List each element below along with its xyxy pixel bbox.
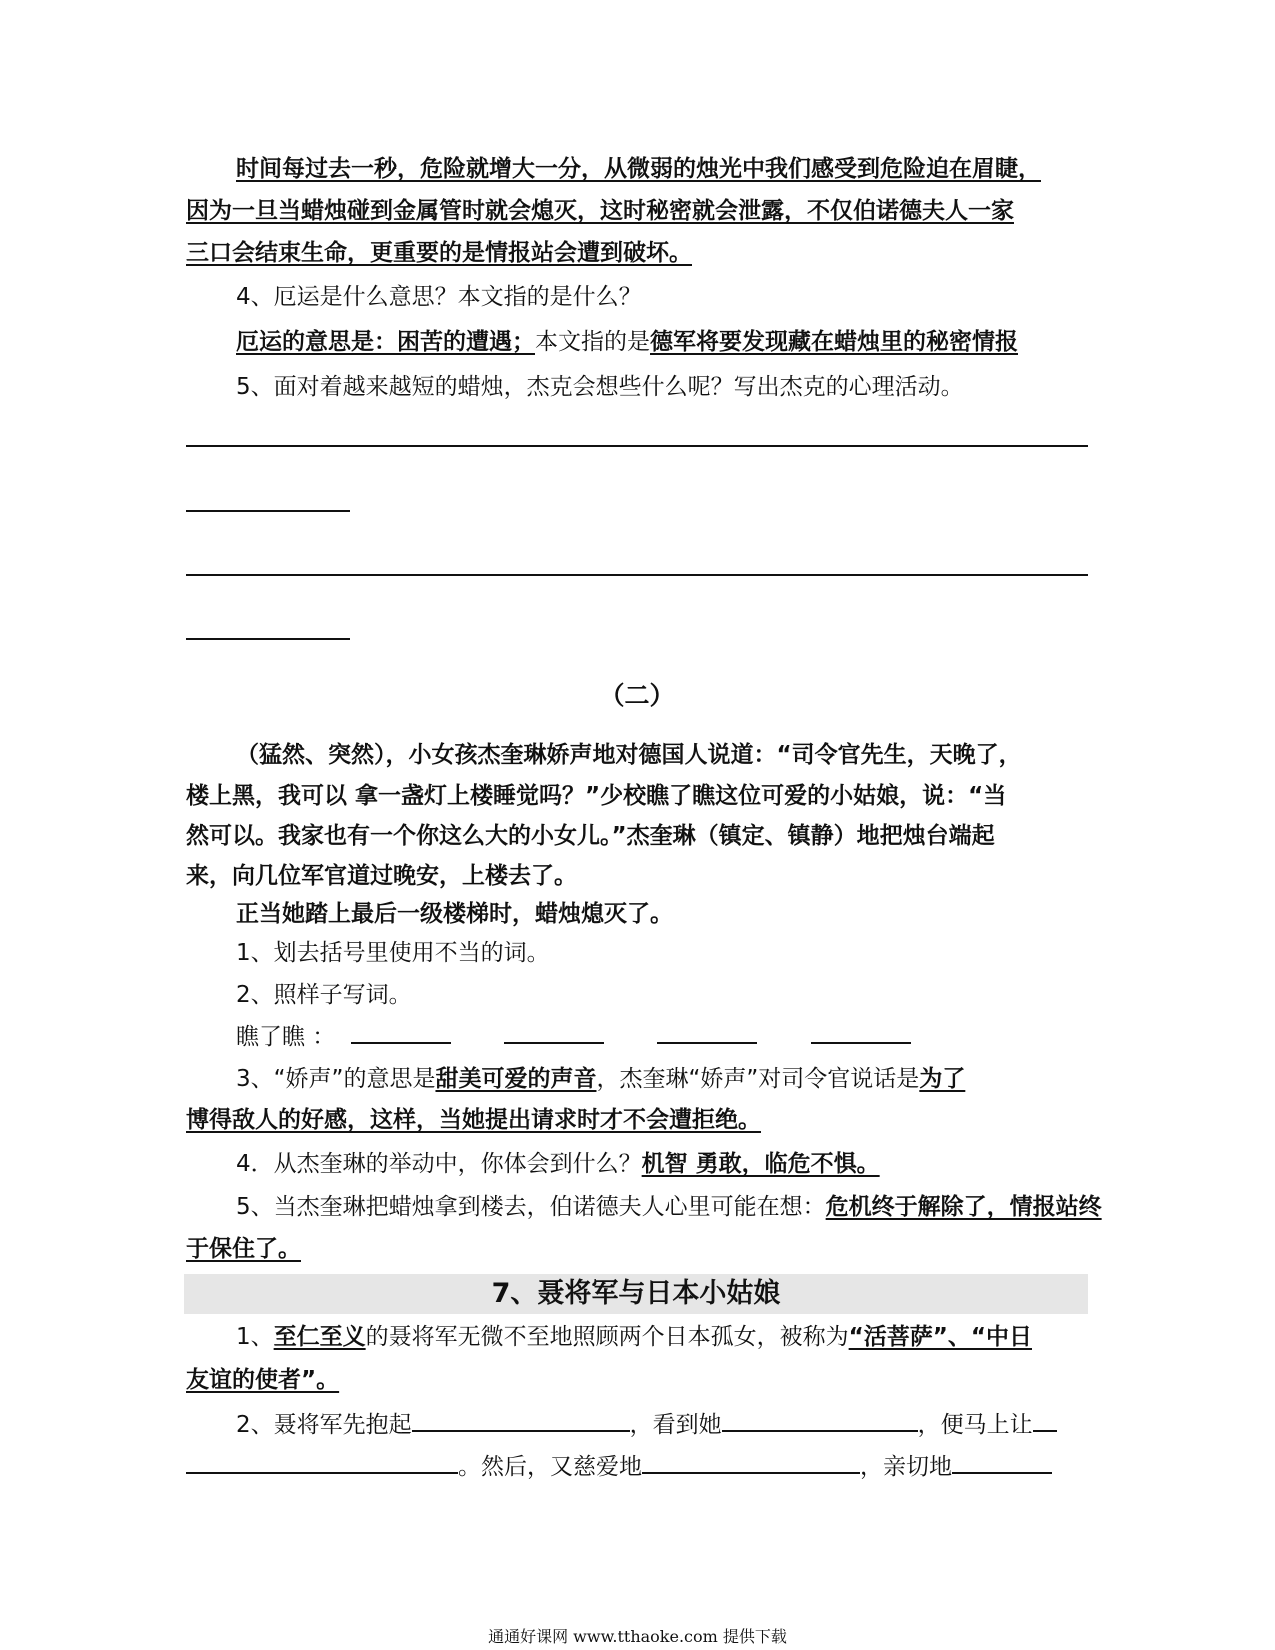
passage-line-2: 楼上黑，我可以 拿一盏灯上楼睡觉吗？”少校瞧了瞧这位可爱的小姑娘，说：“当	[186, 783, 1007, 809]
s7-question-1	[186, 1320, 1138, 1354]
section-heading: （二）	[599, 681, 675, 710]
s2-question-5	[186, 1190, 1138, 1224]
answer-line-3[interactable]	[186, 574, 1088, 576]
s2-q5-text: 5、当杰奎琳把蜡烛拿到楼去，伯诺德夫人心里可能在想：	[236, 1194, 826, 1220]
s2-q3-answer-1: 甜美可爱的声音	[435, 1066, 597, 1092]
s2-q4-text: 4．从杰奎琳的举动中，你体会到什么？	[236, 1151, 642, 1177]
s2-question-3	[186, 1062, 1138, 1096]
s7-q2-blank-3[interactable]	[1033, 1408, 1057, 1432]
s7-q2-blank-4[interactable]	[186, 1450, 458, 1474]
word-blank-2[interactable]	[504, 1020, 604, 1044]
s7-q2-blank-2[interactable]	[722, 1408, 918, 1432]
s2-q5-answer-a: 危机终于解除了，情报站终	[825, 1194, 1102, 1220]
s7-question-2-line-1	[186, 1408, 1138, 1442]
s2-q3-answer-2b: 博得敌人的好感，这样，当她提出请求时才不会遭拒绝。	[186, 1107, 761, 1133]
section-title: 7、聂将军与日本小姑娘	[491, 1278, 781, 1309]
s7-question-2-line-2	[186, 1450, 1088, 1484]
s2-question-1: 1、划去括号里使用不当的词。	[236, 940, 550, 966]
answer-3-line-1: 时间每过去一秒，危险就增大一分，从微弱的烛光中我们感受到危险迫在眉睫，	[236, 156, 1041, 182]
s2-q3-answer-2a: 为了	[919, 1066, 966, 1092]
answer-line-4[interactable]	[186, 638, 350, 640]
s7-q1-answer-2: “活菩萨”、“中日	[848, 1324, 1032, 1350]
word-blank-4[interactable]	[811, 1020, 911, 1044]
answer-3-line-3: 三口会结束生命，更重要的是情报站会遭到破坏。	[186, 240, 692, 266]
question-4: 4、厄运是什么意思？本文指的是什么？	[236, 284, 642, 310]
s7-q2-text-b: ，看到她	[629, 1412, 722, 1438]
passage-line-3: 然可以。我家也有一个你这么大的小女儿。”杰奎琳（镇定、镇静）地把烛台端起	[186, 823, 995, 849]
s7-q1-num: 1、	[236, 1324, 274, 1350]
s7-q2-text-a: 2、聂将军先抱起	[236, 1412, 412, 1438]
s7-q2-text-c: ，便马上让	[917, 1412, 1033, 1438]
s2-q5-answer-b: 于保住了。	[186, 1236, 301, 1262]
s7-q2-text-d: 。然后，又慈爱地	[458, 1454, 642, 1480]
passage-line-1: （猛然、突然），小女孩杰奎琳娇声地对德国人说道：“司令官先生，天晚了，	[236, 742, 1022, 768]
s7-q2-blank-6[interactable]	[952, 1450, 1052, 1474]
question-5: 5、面对着越来越短的蜡烛，杰克会想些什么呢？写出杰克的心理活动。	[236, 374, 964, 400]
s7-q1-answer-3: 友谊的使者”。	[186, 1367, 340, 1393]
s7-q1-text: 的聂将军无微不至地照顾两个日本孤女，被称为	[365, 1324, 849, 1350]
answer-3-line-2: 因为一旦当蜡烛碰到金属管时就会熄灭，这时秘密就会泄露，不仅伯诺德夫人一家	[186, 198, 1014, 224]
word-blank-3[interactable]	[657, 1020, 757, 1044]
answer-4	[186, 325, 1138, 359]
answer-4-meaning: 厄运的意思是：困苦的遭遇；	[236, 329, 535, 355]
s2-q3-text-a: 3、“娇声”的意思是	[236, 1066, 436, 1092]
word-blank-1[interactable]	[351, 1020, 451, 1044]
s2-q3-text-b: ，杰奎琳“娇声”对司令官说话是	[596, 1066, 920, 1092]
answer-4-label: 本文指的是	[535, 329, 650, 355]
s2-question-2-example	[186, 1020, 1138, 1054]
answer-4-reference: 德军将要发现藏在蜡烛里的秘密情报	[650, 329, 1018, 355]
passage-line-5: 正当她踏上最后一级楼梯时，蜡烛熄灭了。	[236, 901, 673, 927]
s2-question-2: 2、照样子写词。	[236, 982, 412, 1008]
answer-line-1[interactable]	[186, 445, 1088, 447]
passage-line-4: 来，向几位军官道过晚安，上楼去了。	[186, 863, 577, 889]
s2-question-4	[186, 1147, 1138, 1181]
s7-q2-blank-1[interactable]	[412, 1408, 630, 1432]
example-word: 瞧了瞧 ：	[236, 1024, 336, 1050]
s7-q1-answer-1: 至仁至义	[273, 1324, 366, 1350]
page-footer: 通通好课网 www.tthaoke.com 提供下载	[488, 1627, 787, 1646]
s7-q2-blank-5[interactable]	[642, 1450, 860, 1474]
answer-line-2[interactable]	[186, 510, 350, 512]
s2-q4-answer: 机智 勇敢，临危不惧。	[641, 1151, 880, 1177]
s7-q2-text-e: ，亲切地	[860, 1454, 952, 1480]
